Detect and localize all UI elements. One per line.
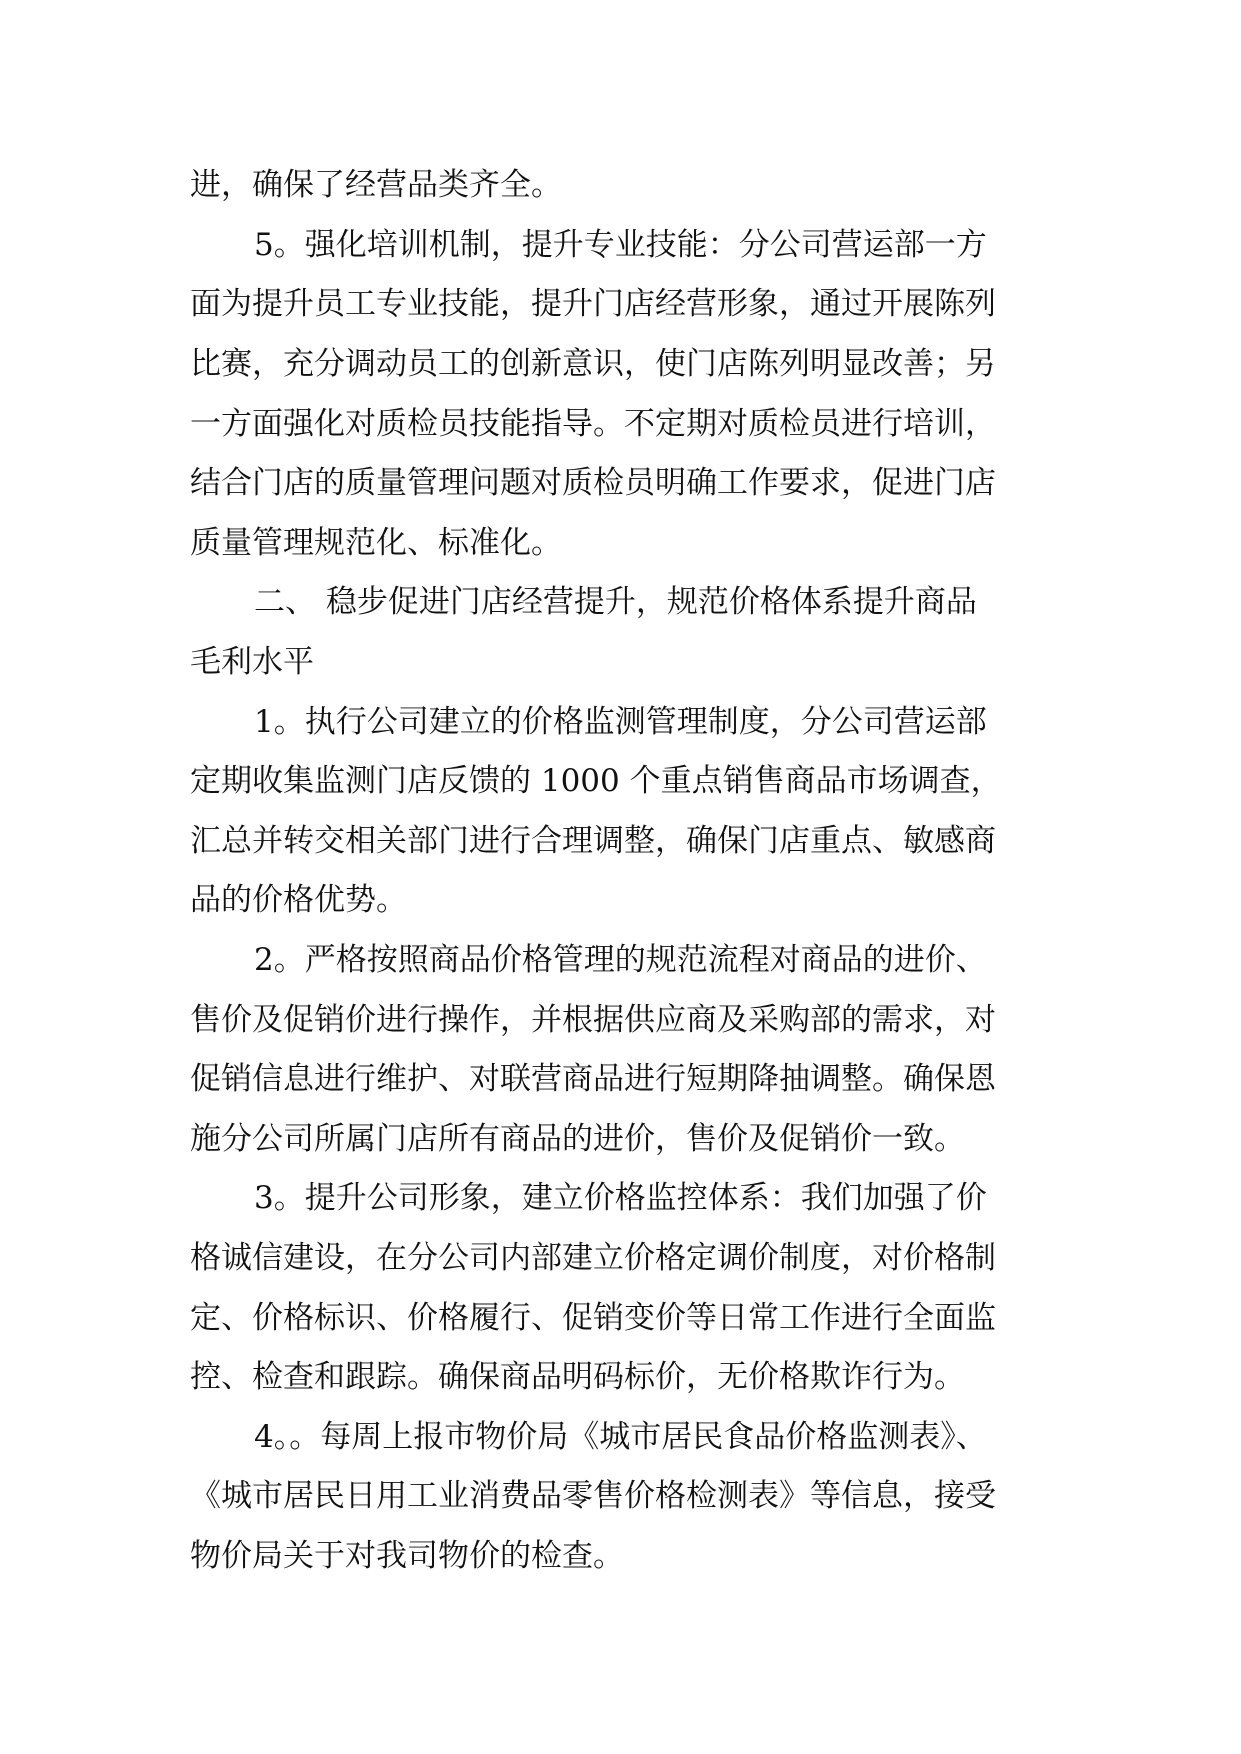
text-line: 比赛，充分调动员工的创新意识，使门店陈列明显改善；另 bbox=[190, 346, 996, 382]
text-line: 面为提升员工专业技能，提升门店经营形象，通过开展陈列 bbox=[190, 286, 996, 322]
text-line: 格诚信建设，在分公司内部建立价格定调价制度，对价格制 bbox=[190, 1240, 996, 1276]
text-line: 一方面强化对质检员技能指导。不定期对质检员进行培训， bbox=[190, 406, 996, 442]
text-line: 控、检查和跟踪。确保商品明码标价，无价格欺诈行为。 bbox=[190, 1359, 965, 1395]
text-line: 定、价格标识、价格履行、促销变价等日常工作进行全面监 bbox=[190, 1300, 996, 1336]
text-line: 2。严格按照商品价格管理的规范流程对商品的进价、 bbox=[254, 942, 987, 978]
text-line: 品的价格优势。 bbox=[190, 882, 407, 918]
text-line: 进，确保了经营品类齐全。 bbox=[190, 167, 562, 203]
text-line: 施分公司所属门店所有商品的进价，售价及促销价一致。 bbox=[190, 1121, 965, 1157]
text-line: 汇总并转交相关部门进行合理调整，确保门店重点、敏感商 bbox=[190, 823, 996, 859]
text-line: 1。执行公司建立的价格监测管理制度，分公司营运部 bbox=[254, 704, 987, 740]
text-line: 物价局关于对我司物价的检查。 bbox=[190, 1538, 624, 1574]
text-line: 5。强化培训机制，提升专业技能：分公司营运部一方 bbox=[254, 227, 987, 263]
text-line: 结合门店的质量管理问题对质检员明确工作要求，促进门店 bbox=[190, 465, 996, 501]
section-heading: 二、 稳步促进门店经营提升，规范价格体系提升商品 bbox=[254, 584, 977, 620]
text-line: 3。提升公司形象，建立价格监控体系：我们加强了价 bbox=[254, 1180, 987, 1216]
section-heading-continued: 毛利水平 bbox=[190, 644, 314, 680]
text-line: 4。。每周上报市物价局《城市居民食品价格监测表》、 bbox=[254, 1419, 987, 1455]
text-line: 售价及促销价进行操作，并根据供应商及采购部的需求，对 bbox=[190, 1002, 996, 1038]
text-line: 质量管理规范化、标准化。 bbox=[190, 525, 562, 561]
text-line: 促销信息进行维护、对联营商品进行短期降抽调整。确保恩 bbox=[190, 1061, 996, 1097]
text-line: 《城市居民日用工业消费品零售价格检测表》等信息，接受 bbox=[190, 1478, 996, 1514]
text-line: 定期收集监测门店反馈的 1000 个重点销售商品市场调查， bbox=[190, 763, 1002, 799]
